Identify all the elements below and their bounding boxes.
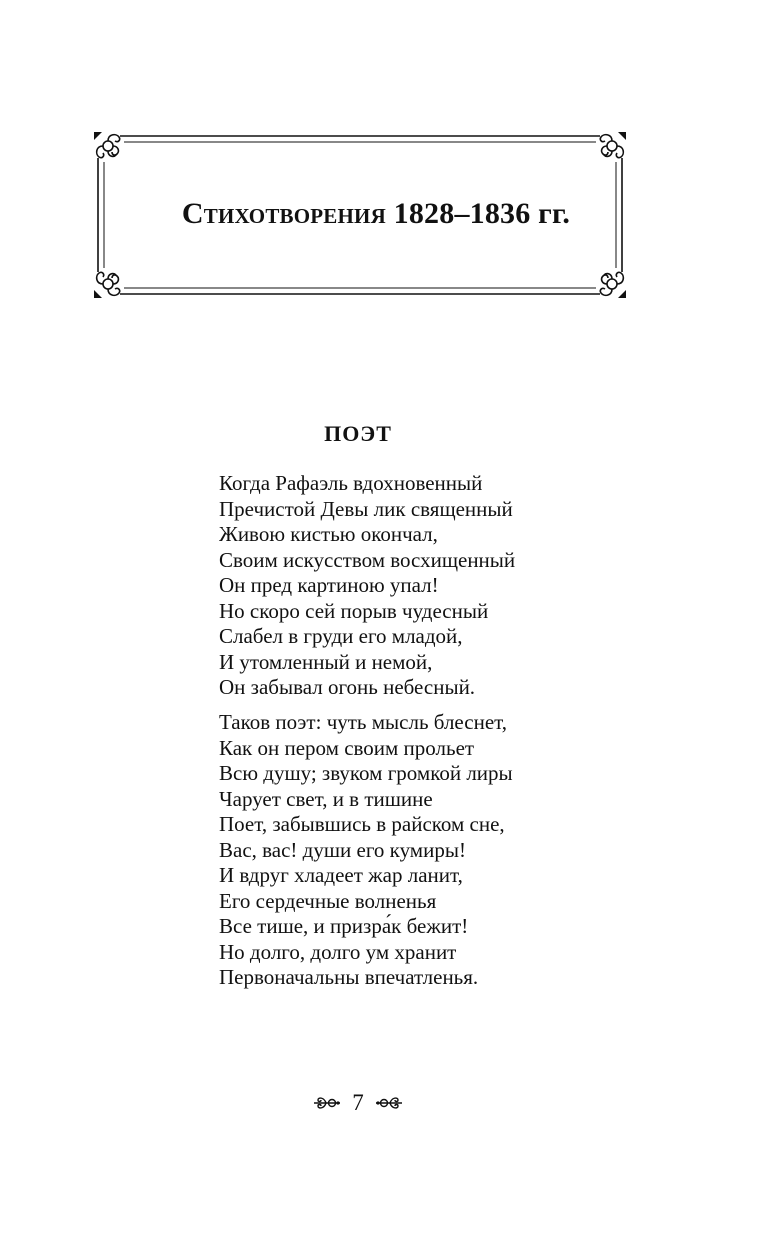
poem-title: ПОЭТ bbox=[324, 421, 392, 446]
right-flourish-icon bbox=[374, 1094, 404, 1112]
verse-line: Живою кистью окончал, bbox=[219, 522, 438, 546]
verse-line: Поет, забывшись в райском сне, bbox=[219, 812, 505, 836]
verse-line: И утомленный и немой, bbox=[219, 649, 433, 674]
verse-line: Вас, вас! души его кумиры! bbox=[219, 837, 466, 862]
stanza-2 bbox=[219, 710, 513, 991]
verse-line: Но долго, долго ум хранит bbox=[219, 939, 457, 964]
stanza-1 bbox=[219, 471, 515, 701]
verse-line: Слабел в груди его младой, bbox=[219, 624, 463, 648]
verse-line: Но скоро сей порыв чудесный bbox=[219, 598, 489, 623]
section-title bbox=[92, 196, 660, 232]
section-title-years: 1828–1836 гг. bbox=[393, 197, 571, 230]
verse-line: Первоначальны впечатленья. bbox=[219, 965, 479, 989]
verse-line: Своим искусством восхищенный bbox=[219, 547, 516, 572]
verse-line: Он забывал огонь небесный. bbox=[219, 675, 476, 699]
left-flourish-icon bbox=[312, 1094, 342, 1112]
verse-line: Все тише, и призра́к бежит! bbox=[219, 914, 469, 938]
page-footer bbox=[0, 1086, 716, 1120]
verse-line: Он пред картиною упал! bbox=[219, 573, 439, 597]
verse-line: Его сердечные волненья bbox=[219, 888, 437, 913]
verse-line: Чарует свет, и в тишине bbox=[219, 786, 433, 811]
verse-line: И вдруг хладеет жар ланит, bbox=[219, 863, 463, 887]
section-title-text: Стихотворения bbox=[181, 197, 386, 230]
verse-line: Пречистой Девы лик священный bbox=[219, 496, 513, 521]
verse-line: Как он пером своим прольет bbox=[219, 735, 475, 760]
verse-line: Всю душу; звуком громкой лиры bbox=[219, 761, 513, 785]
verse-line: Таков поэт: чуть мысль блеснет, bbox=[219, 710, 508, 734]
verse-line: Когда Рафаэль вдохновенный bbox=[219, 471, 483, 495]
page-number: 7 bbox=[352, 1090, 364, 1115]
